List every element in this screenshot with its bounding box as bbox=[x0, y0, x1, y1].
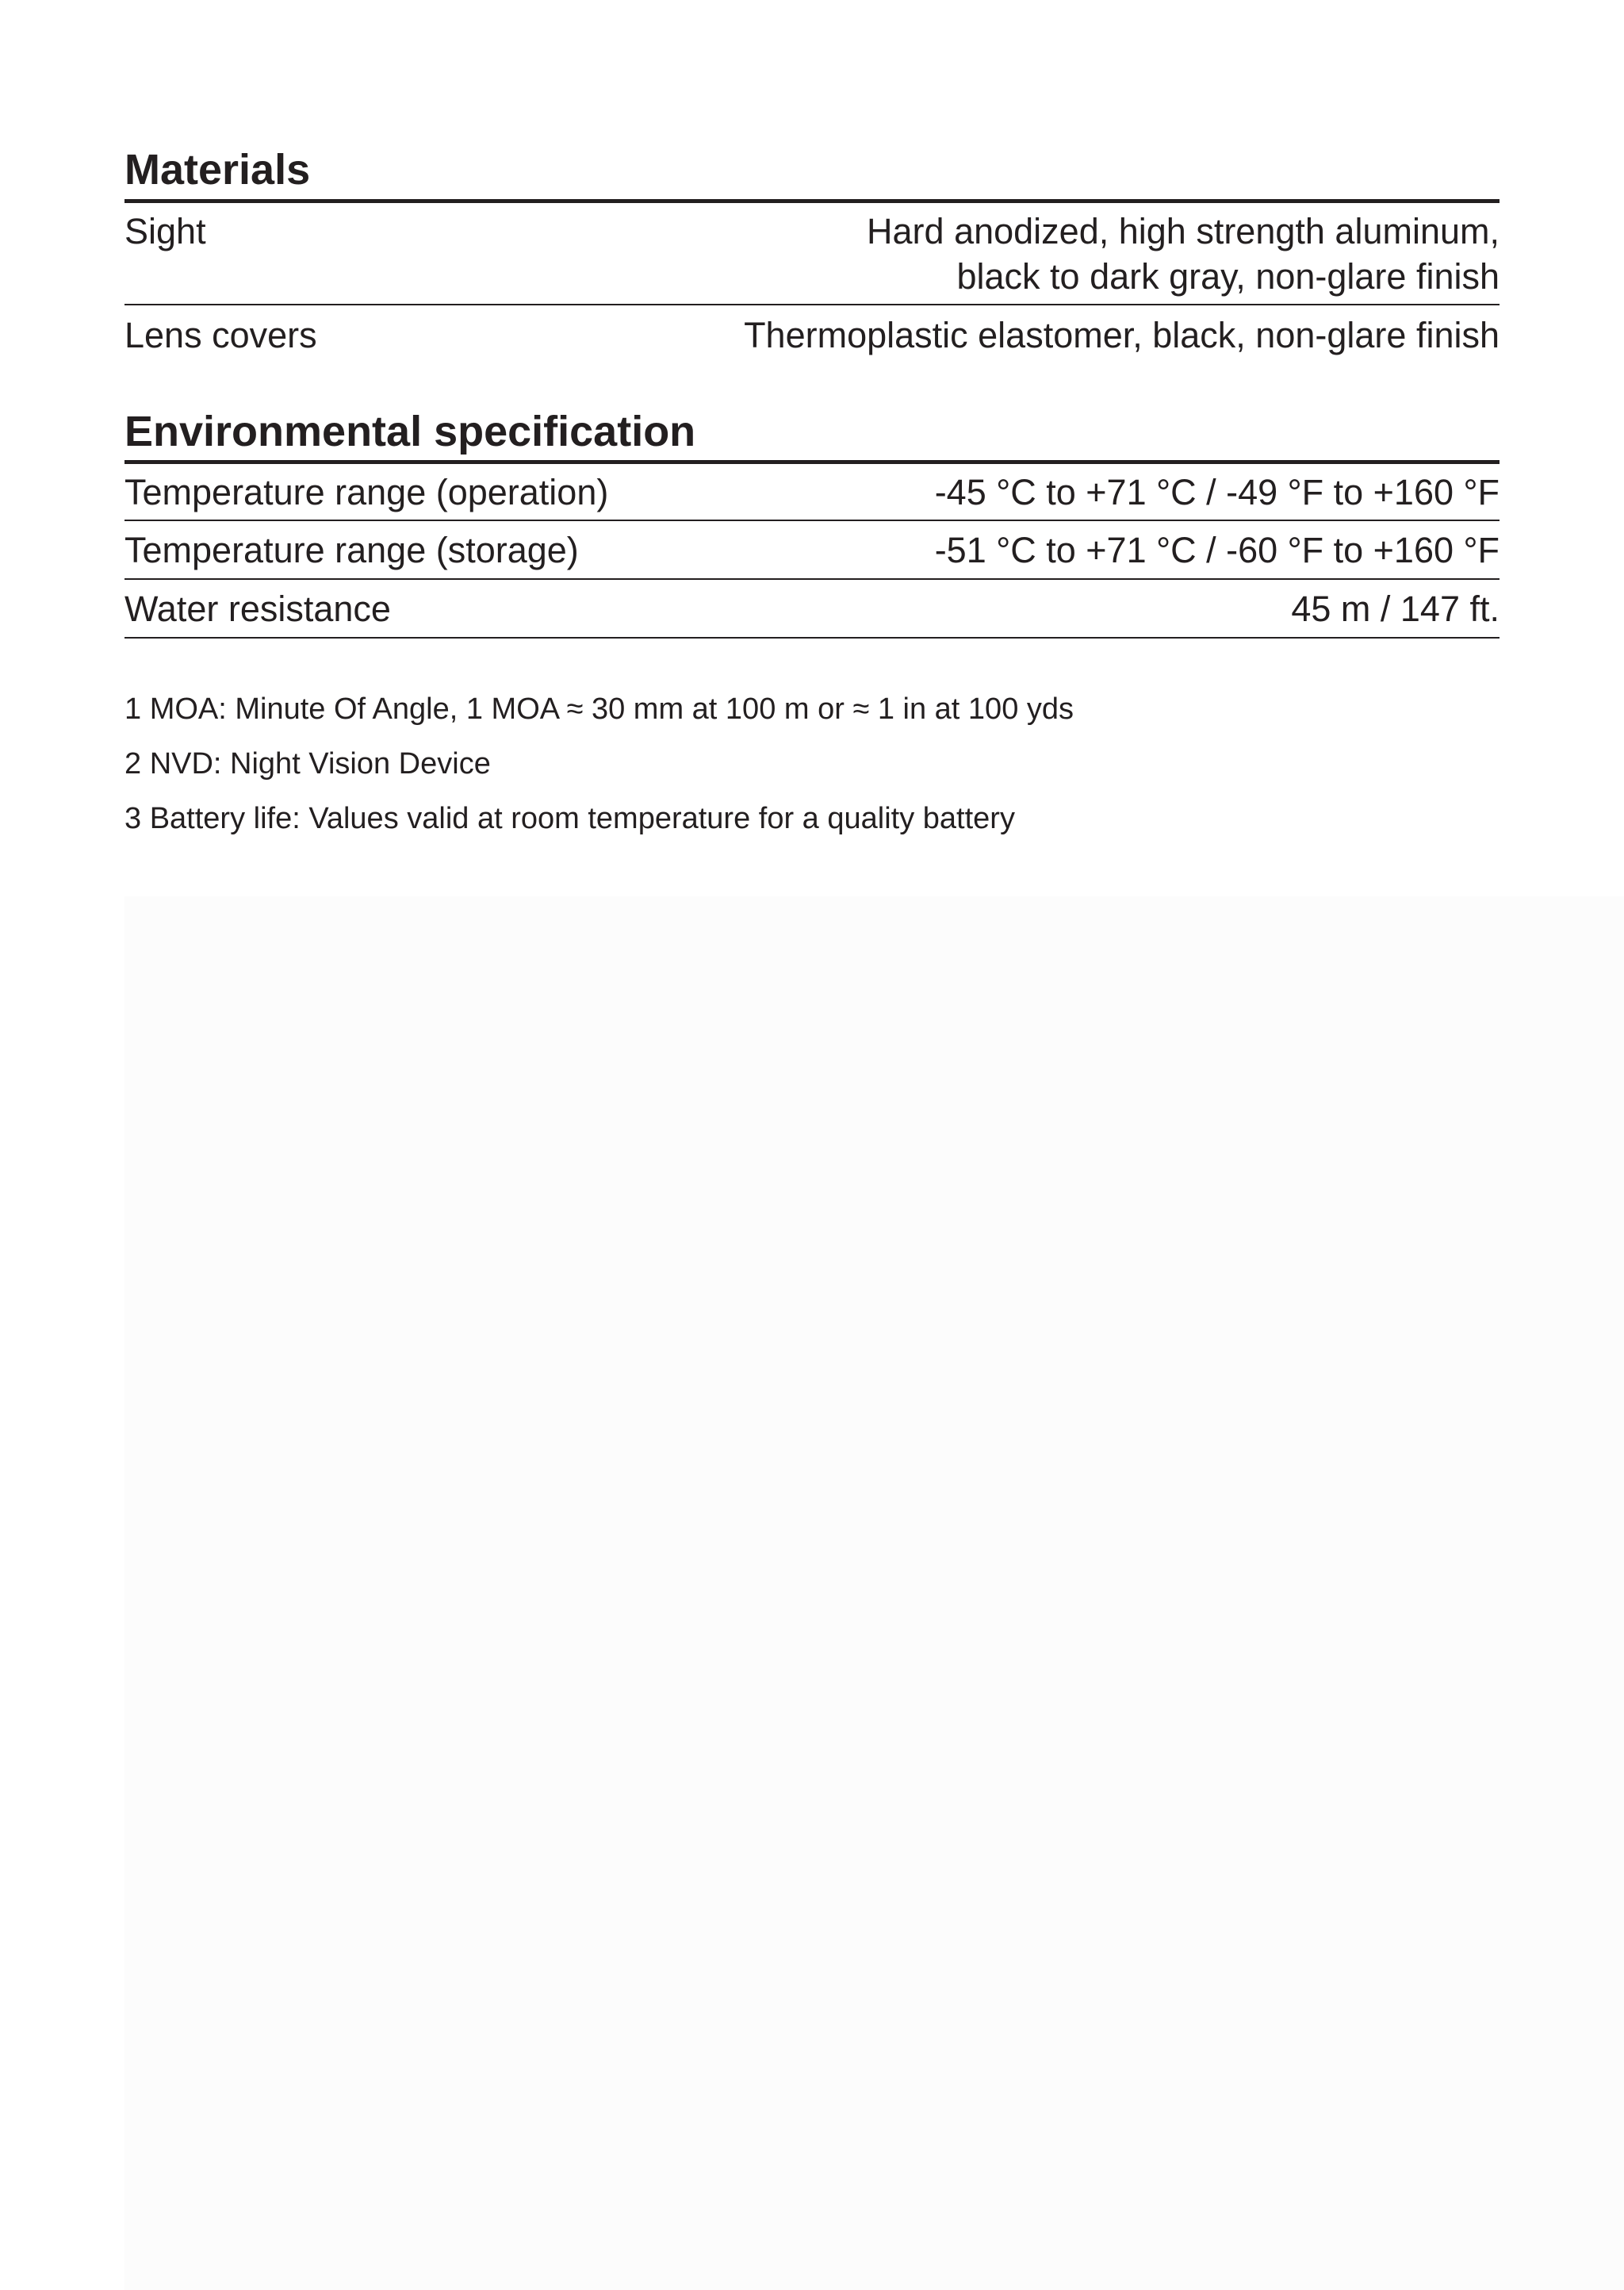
row-value-continued: black to dark gray, non-glare finish bbox=[956, 256, 1500, 297]
row-value: Hard anodized, high strength aluminum, bbox=[867, 211, 1500, 251]
page-background-shade bbox=[124, 896, 1624, 2290]
row-value: -45 °C to +71 °C / -49 °F to +160 °F bbox=[934, 472, 1500, 512]
footnote: 3 Battery life: Values valid at room temperature for a quality battery bbox=[124, 802, 1015, 835]
environmental-heading-rule bbox=[124, 460, 1500, 464]
footnote: 2 NVD: Night Vision Device bbox=[124, 747, 491, 781]
footnote: 1 MOA: Minute Of Angle, 1 MOA ≈ 30 mm at 100 m or ≈ 1 in at 100 yds bbox=[124, 692, 1074, 726]
row-divider bbox=[124, 578, 1500, 580]
row-value: Thermoplastic elastomer, black, non-glare finish bbox=[744, 315, 1500, 355]
row-label: Sight bbox=[124, 211, 206, 251]
row-label: Water resistance bbox=[124, 589, 391, 629]
row-divider bbox=[124, 304, 1500, 305]
materials-heading: Materials bbox=[124, 146, 311, 194]
row-label: Temperature range (storage) bbox=[124, 530, 579, 570]
environmental-heading: Environmental specification bbox=[124, 408, 696, 455]
row-label: Temperature range (operation) bbox=[124, 472, 609, 512]
row-label: Lens covers bbox=[124, 315, 317, 355]
row-divider bbox=[124, 637, 1500, 639]
row-value: 45 m / 147 ft. bbox=[1291, 589, 1500, 629]
row-value: -51 °C to +71 °C / -60 °F to +160 °F bbox=[934, 530, 1500, 570]
row-divider bbox=[124, 520, 1500, 521]
materials-heading-rule bbox=[124, 199, 1500, 203]
